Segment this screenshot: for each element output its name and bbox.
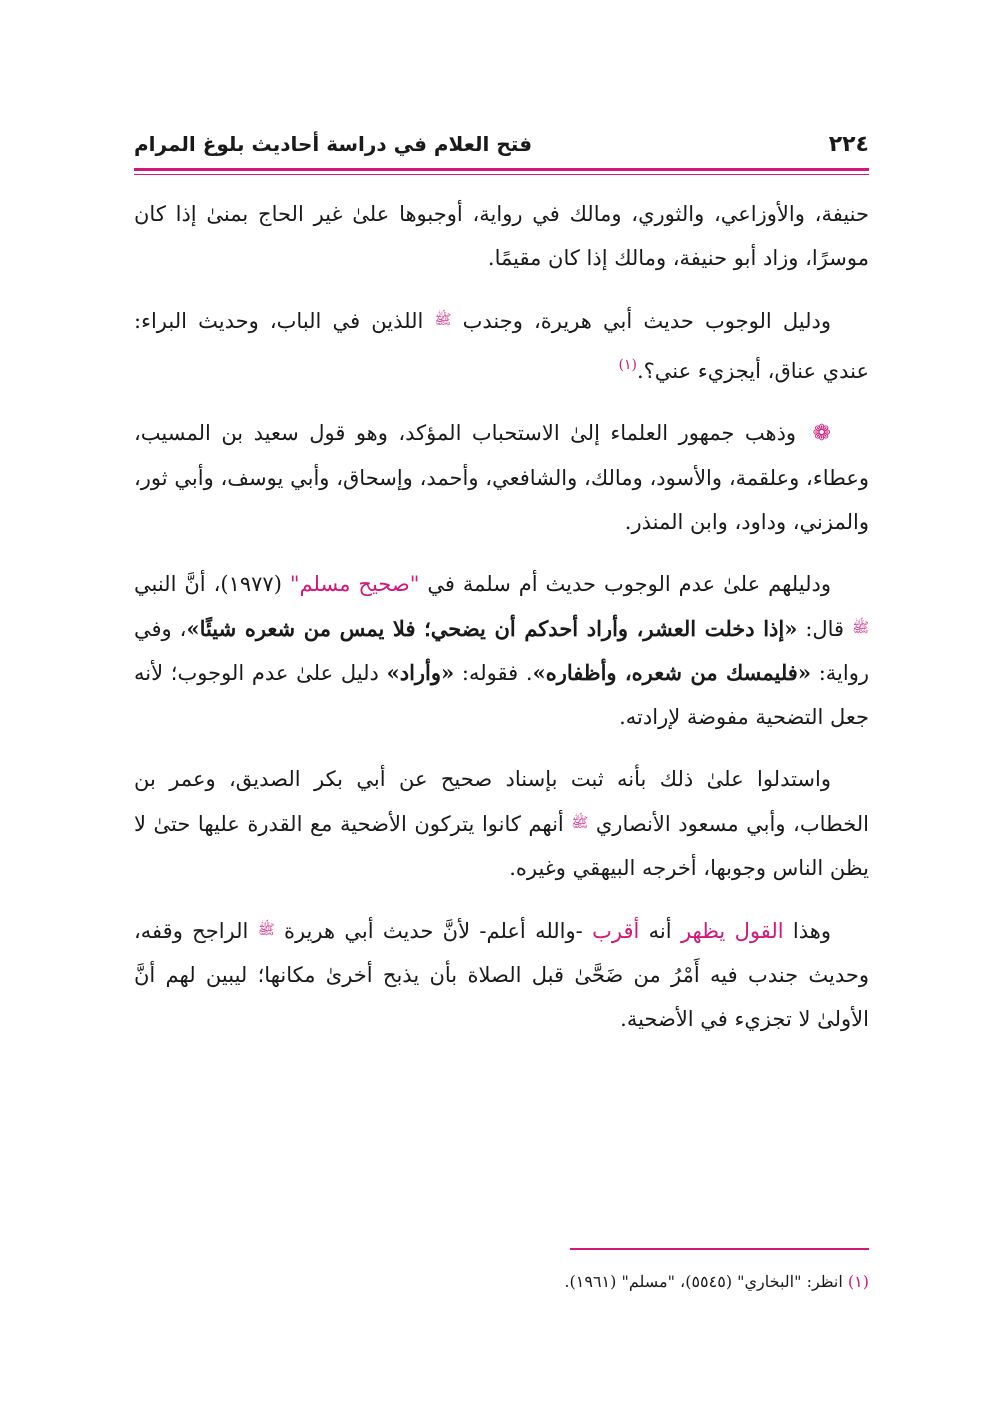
footnote-text: انظر: "البخاري" (٥٥٤٥)، "مسلم" (١٩٦١).: [564, 1272, 843, 1291]
paragraph-3-text: وذهب جمهور العلماء إلىٰ الاستحباب المؤكد، وهو قول سعيد بن المسيب، وعطاء، وعلقمة، والأسود، ومالك، والشافعي، وأحمد، وإسحاق، وأبي يوسف، وأبي ثور، والمزني، وداود، وابن المنذر.: [134, 421, 869, 534]
hadith-quote-2: «فليمسك من شعره، وأظفاره»: [532, 660, 811, 685]
hadith-quote-1: «إذا دخلت العشر، وأراد أحدكم أن يضحي؛ فلا يمس من شعره شيئًا»: [186, 616, 798, 641]
paragraph-5-text-b: أنهم كانوا يتركون الأضحية مع القدرة عليها حتىٰ لا يظن الناس وجوبها، أخرجه البيهقي وغيره.: [134, 812, 869, 880]
flower-bullet-icon: ❁: [812, 421, 831, 446]
paragraph-6: [134, 908, 869, 1041]
paragraph-4: [134, 562, 869, 739]
running-head: [134, 130, 869, 166]
header-rule-thick: [134, 168, 869, 171]
honorific-glyph: ﷺ: [257, 922, 275, 938]
paragraph-5: [134, 757, 869, 890]
honorific-glyph: ﷺ: [434, 312, 452, 328]
paragraph-4-text-b: (١٩٧٧)، أنَّ النبي: [134, 572, 282, 596]
paragraph-4-text-f: دليل علىٰ عدم الوجوب؛ لأنه جعل التضحية مفوضة لإرادته.: [134, 661, 869, 729]
footnote-ref[interactable]: (١): [618, 357, 637, 373]
paragraph-5-text-a: واستدلوا علىٰ ذلك بأنه ثبت بإسناد صحيح عن أبي بكر الصديق، وعمر بن الخطاب، وأبي مسعود الأنصاري: [134, 767, 870, 836]
source-citation: "صحيح مسلم": [289, 572, 420, 596]
paragraph-2-text-a: ودليل الوجوب حديث أبي هريرة، وجندب: [462, 309, 831, 333]
paragraph-4-text-e: . فقوله:: [461, 661, 533, 685]
highlighted-phrase-2: أقرب: [592, 919, 640, 943]
paragraph-2-text-b: اللذين في الباب، وحديث البراء: عندي عناق، أيجزيء عني؟.: [134, 309, 869, 383]
highlighted-phrase-1: القول يظهر: [680, 919, 784, 943]
paragraph-6-text-b: أنه: [648, 919, 672, 943]
body-text: [134, 192, 869, 1059]
footnote: [134, 1268, 869, 1296]
paragraph-6-text-a: وهذا: [792, 919, 831, 943]
footnote-number: (١): [847, 1272, 869, 1291]
paragraph-1: [134, 192, 869, 280]
header-rule-thin: [134, 174, 869, 175]
paragraph-2: [134, 298, 869, 393]
hadith-quote-3: «وأراد»: [386, 660, 455, 685]
footnote-rule: [570, 1248, 869, 1250]
honorific-glyph: ﷺ: [852, 620, 869, 636]
paragraph-3: [134, 411, 869, 544]
page-number: ٢٢٤: [828, 132, 869, 157]
paragraph-1-text: حنيفة، والأوزاعي، والثوري، ومالك في رواية، أوجبوها علىٰ غير الحاج بمنىٰ إذا كان موسرًا، وزاد أبو حنيفة، ومالك إذا كان مقيمًا.: [134, 202, 869, 270]
paragraph-4-text-c: قال:: [805, 617, 845, 641]
honorific-glyph: ﷺ: [571, 815, 589, 831]
paragraph-4-text-a: ودليلهم علىٰ عدم الوجوب حديث أم سلمة في: [427, 572, 831, 596]
paragraph-6-text-c: -والله أعلم- لأنَّ حديث أبي هريرة: [283, 919, 583, 943]
paragraph-4-text-d: ، وفي رواية:: [134, 617, 870, 685]
paragraph-6-text-d: الراجح وقفه، وحديث جندب فيه أَمْرُ من ضَحَّىٰ قبل الصلاة بأن يذبح أخرىٰ مكانها؛ ليبين لهم أنَّ الأولىٰ لا تجزيء في الأضحية.: [134, 919, 869, 1031]
book-title: فتح العلام في دراسة أحاديث بلوغ المرام: [134, 132, 533, 156]
